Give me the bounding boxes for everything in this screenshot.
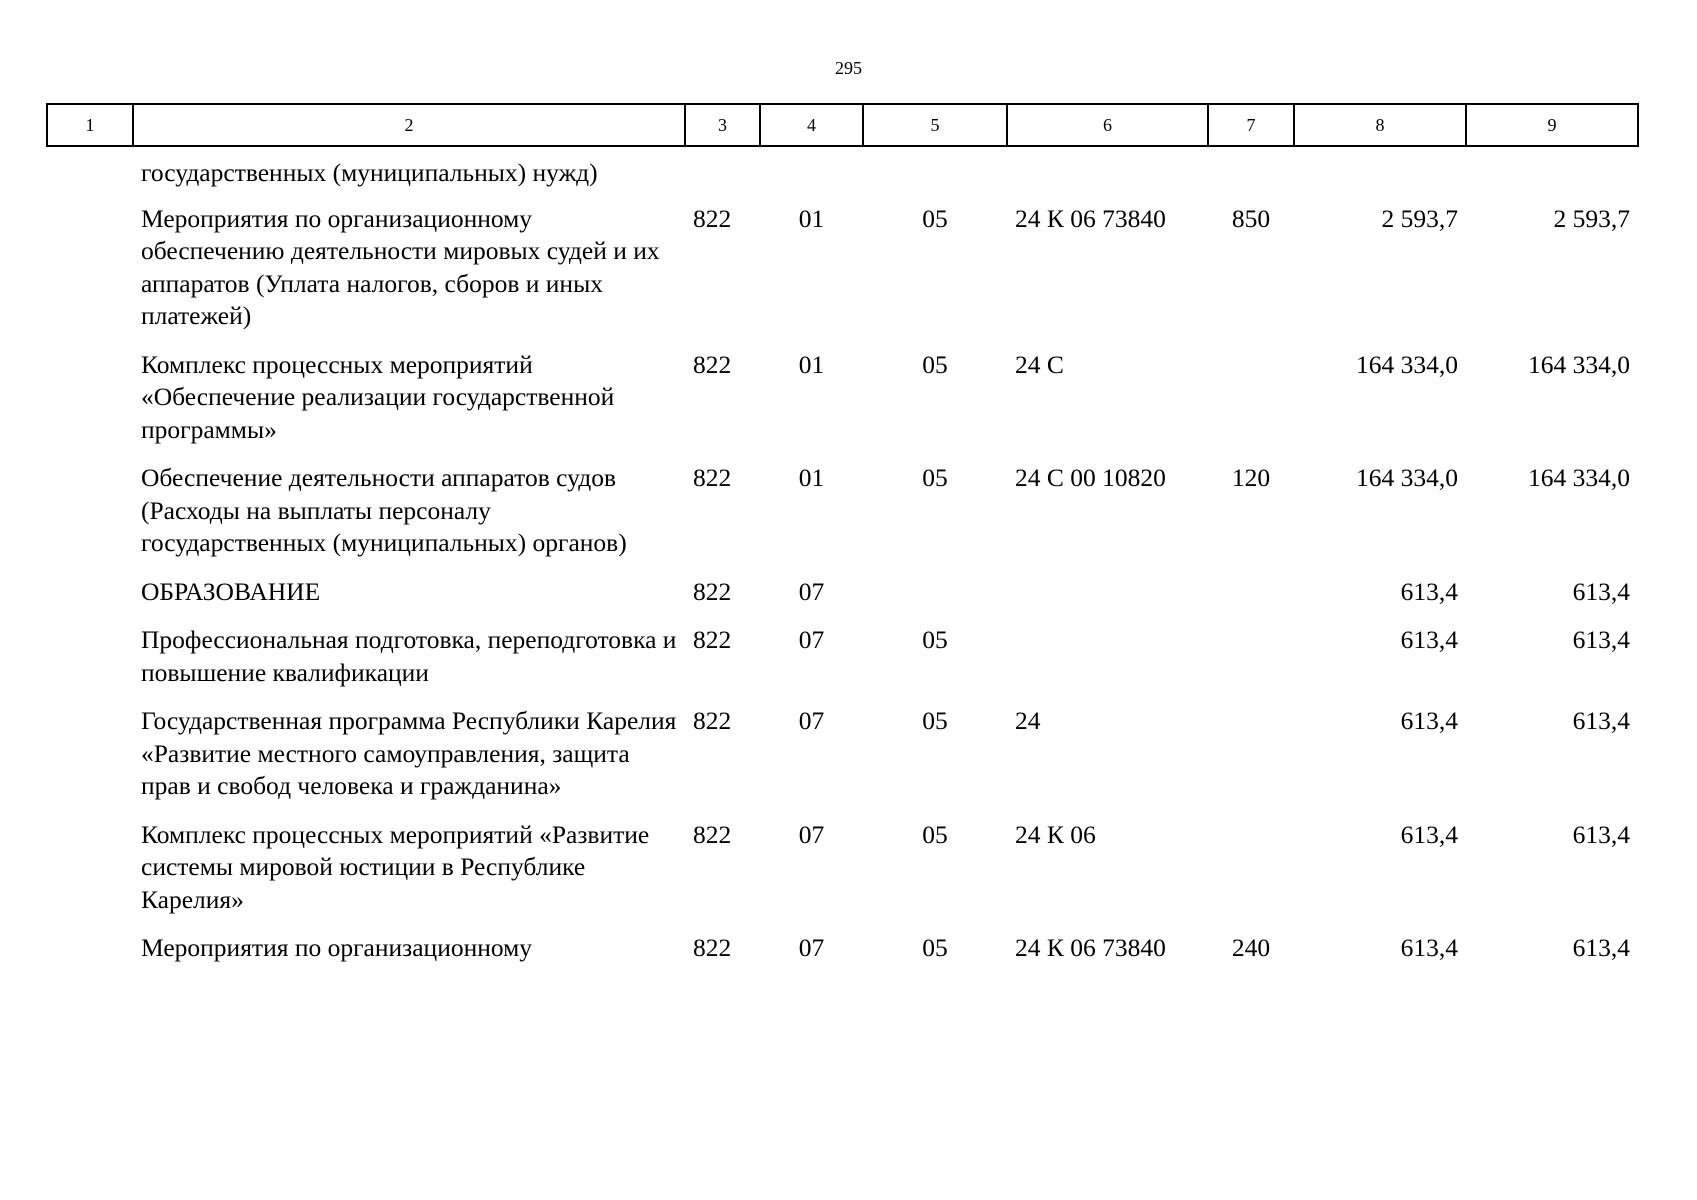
table-row [47, 705, 1638, 819]
cell-col7 [1208, 576, 1294, 625]
empty-cell [47, 932, 133, 981]
table-row [47, 349, 1638, 463]
row-name: Государственная программа Республики Карелия «Развитие местного самоуправления, защита прав и свобод человека и гражданина» [141, 706, 677, 800]
column-header-6: 6 [1007, 104, 1208, 146]
cell-col4: 01 [798, 463, 825, 492]
table-row [47, 624, 1638, 705]
cell-col3: 822 [693, 933, 732, 962]
cell-col5: 05 [922, 203, 948, 233]
cell-col8: 164 334,0 [1356, 463, 1458, 492]
row-name: Обеспечение деятельности аппаратов судов (Расходы на выплаты персоналу государственных (муниципальных) органов) [141, 463, 627, 557]
cell-col6 [1007, 624, 1208, 705]
budget-table [46, 103, 1639, 981]
cell-col9: 164 334,0 [1528, 463, 1630, 492]
cell-col9: 613,4 [1572, 819, 1630, 849]
cell-col5: 05 [922, 819, 948, 849]
cell-col6: 24 К 06 73840 [1015, 203, 1166, 233]
column-header-4: 4 [760, 104, 863, 146]
cell-col9: 613,4 [1572, 933, 1630, 962]
cell-col8: 613,4 [1400, 576, 1458, 606]
cell-col8 [1294, 146, 1466, 203]
cell-col5 [863, 576, 1007, 625]
cell-col6 [1007, 576, 1208, 625]
cell-col4: 07 [798, 706, 825, 735]
column-header-7: 7 [1208, 104, 1294, 146]
table-row [47, 146, 1638, 203]
cell-col8: 613,4 [1400, 933, 1458, 962]
cell-col4: 07 [798, 819, 825, 849]
cell-col3 [685, 146, 760, 203]
cell-col3: 822 [693, 576, 732, 606]
cell-col5 [863, 146, 1007, 203]
empty-cell [47, 624, 133, 705]
cell-col3: 822 [693, 706, 732, 735]
table-body [47, 146, 1638, 981]
cell-col6: 24 К 06 73840 [1015, 933, 1166, 962]
cell-col3: 822 [693, 819, 732, 849]
cell-col7: 240 [1231, 933, 1271, 962]
cell-col8: 613,4 [1400, 625, 1458, 654]
cell-col9: 613,4 [1572, 706, 1630, 735]
cell-col5: 05 [922, 625, 948, 654]
table-row [47, 203, 1638, 349]
cell-col9 [1466, 146, 1638, 203]
row-name: ОБРАЗОВАНИЕ [141, 576, 321, 606]
cell-col9: 613,4 [1572, 625, 1630, 654]
empty-cell [47, 203, 133, 349]
empty-cell [47, 819, 133, 933]
row-name: Мероприятия по организационному обеспечению деятельности мировых судей и их аппаратов (Уплата налогов, сборов и иных платежей) [141, 203, 660, 330]
column-header-1: 1 [47, 104, 133, 146]
cell-col7 [1208, 819, 1294, 933]
cell-col3: 822 [693, 625, 732, 654]
cell-col5: 05 [922, 933, 948, 962]
cell-col6: 24 С [1015, 349, 1064, 379]
cell-col5: 05 [922, 463, 948, 492]
cell-col5: 05 [922, 706, 948, 735]
column-header-8: 8 [1294, 104, 1466, 146]
cell-col9: 164 334,0 [1528, 349, 1630, 379]
empty-cell [47, 705, 133, 819]
cell-col7 [1208, 624, 1294, 705]
cell-col4: 07 [798, 625, 825, 654]
column-header-2: 2 [133, 104, 685, 146]
page-number: 295 [835, 58, 862, 78]
row-name: государственных (муниципальных) нужд) [141, 158, 598, 187]
table-row [47, 576, 1638, 625]
empty-cell [47, 462, 133, 576]
row-name: Комплекс процессных мероприятий «Обеспечение реализации государственной программы» [141, 349, 615, 444]
cell-col7 [1208, 349, 1294, 463]
cell-col6: 24 С 00 10820 [1015, 463, 1166, 492]
cell-col4: 01 [798, 349, 825, 379]
cell-col3: 822 [693, 349, 732, 379]
cell-col8: 2 593,7 [1381, 203, 1458, 233]
header-row [47, 104, 1638, 146]
empty-cell [47, 576, 133, 625]
cell-col3: 822 [693, 463, 732, 492]
cell-col7 [1208, 705, 1294, 819]
cell-col9: 613,4 [1572, 576, 1630, 606]
row-name: Профессиональная подготовка, переподготовка и повышение квалификации [141, 625, 677, 687]
cell-col4: 07 [798, 576, 825, 606]
row-name: Мероприятия по организационному [141, 933, 533, 962]
table-header [47, 104, 1638, 146]
cell-col5: 05 [922, 349, 948, 379]
cell-col4: 07 [798, 933, 825, 962]
cell-col8: 613,4 [1400, 819, 1458, 849]
cell-col8: 613,4 [1400, 706, 1458, 735]
row-name: Комплекс процессных мероприятий «Развитие системы мировой юстиции в Республике Карелия» [141, 819, 650, 914]
column-header-5: 5 [863, 104, 1007, 146]
cell-col3: 822 [693, 203, 732, 233]
cell-col6 [1007, 146, 1208, 203]
table-row [47, 462, 1638, 576]
cell-col4: 01 [798, 203, 825, 233]
cell-col6: 24 [1015, 706, 1041, 735]
table-row [47, 819, 1638, 933]
empty-cell [47, 146, 133, 203]
empty-cell [47, 349, 133, 463]
column-header-3: 3 [685, 104, 760, 146]
cell-col4 [760, 146, 863, 203]
cell-col7: 850 [1231, 203, 1271, 233]
table-row [47, 932, 1638, 981]
column-header-9: 9 [1466, 104, 1638, 146]
cell-col6: 24 К 06 [1015, 819, 1096, 849]
cell-col7: 120 [1231, 463, 1271, 492]
cell-col9: 2 593,7 [1553, 203, 1630, 233]
cell-col7 [1208, 146, 1294, 203]
cell-col8: 164 334,0 [1356, 349, 1458, 379]
